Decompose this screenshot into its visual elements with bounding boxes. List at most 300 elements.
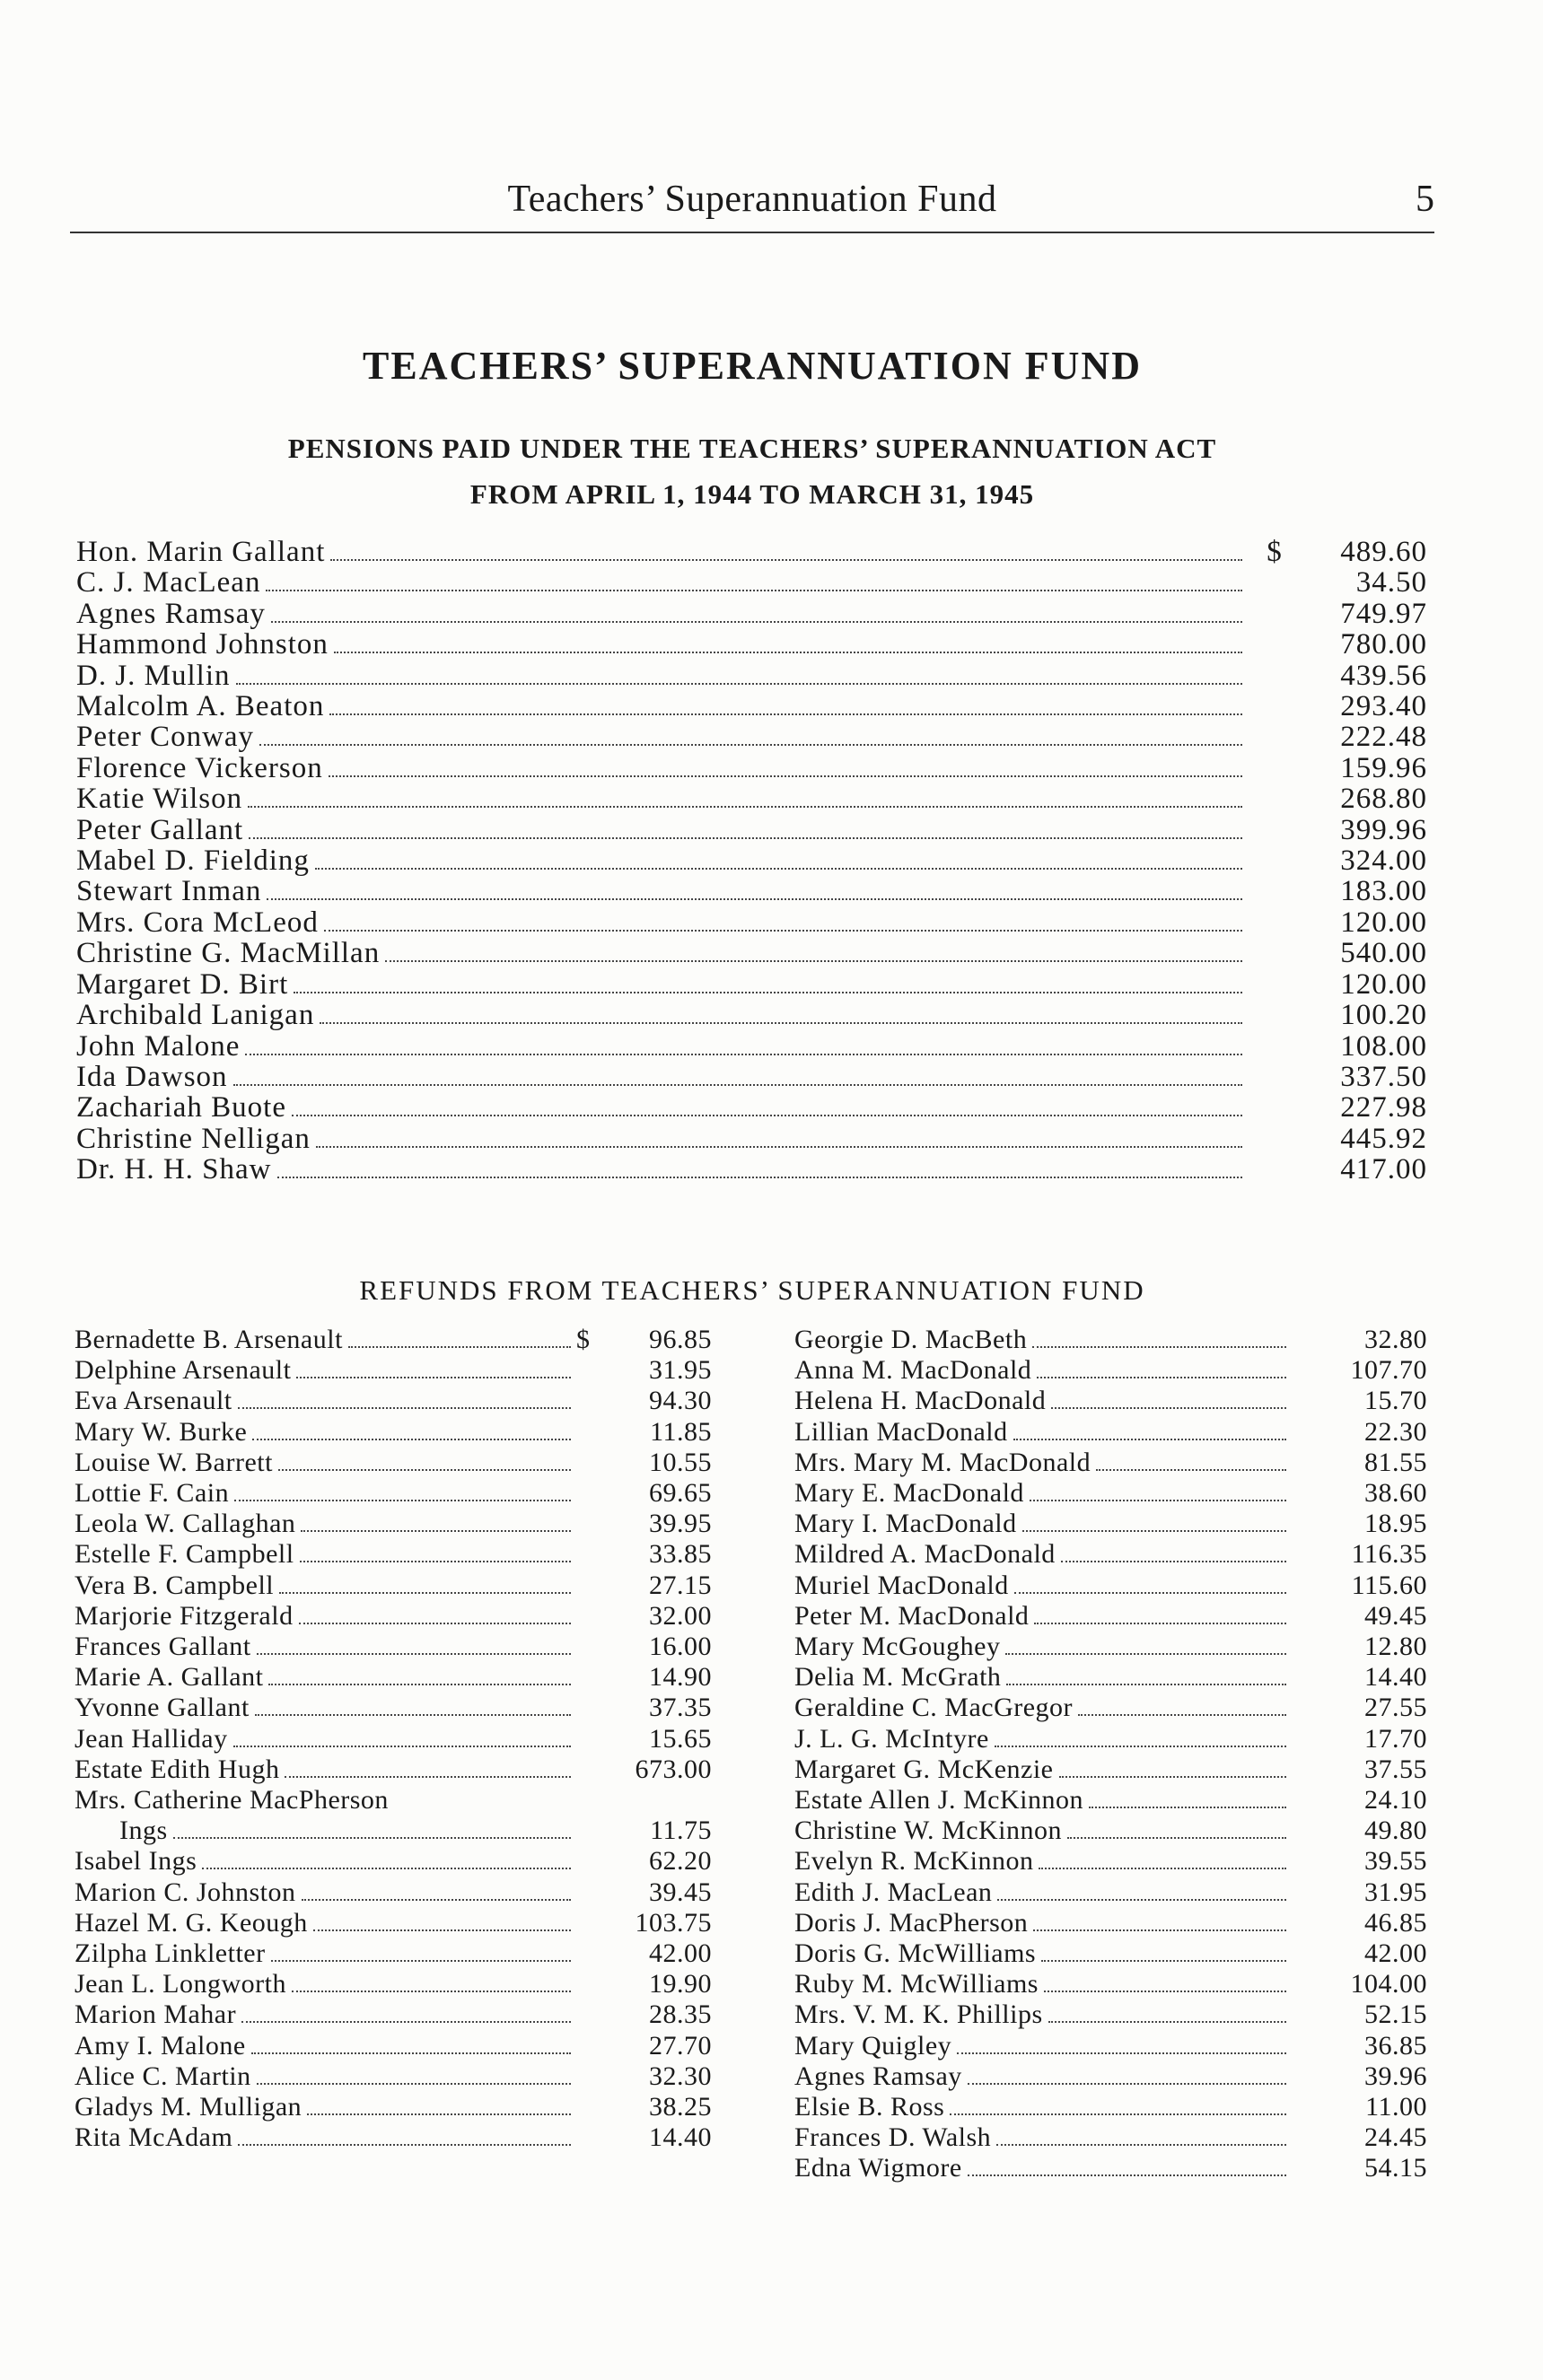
dot-leader bbox=[251, 2044, 571, 2054]
entry-row bbox=[75, 1355, 712, 1386]
entry-amount: 324.00 bbox=[1340, 844, 1427, 878]
entry-name: Dr. H. H. Shaw bbox=[76, 1153, 272, 1186]
entry-name: Peter M. MacDonald bbox=[794, 1600, 1030, 1631]
entry-amount: 22.30 bbox=[1364, 1416, 1427, 1447]
entry-amount: 37.55 bbox=[1364, 1754, 1427, 1784]
entry-name: Mildred A. MacDonald bbox=[794, 1539, 1056, 1570]
page-number: 5 bbox=[1416, 179, 1434, 220]
dot-leader bbox=[271, 1952, 571, 1962]
entry-name: Katie Wilson bbox=[76, 783, 243, 816]
dot-leader bbox=[1059, 1768, 1287, 1778]
entry-name: Edna Wigmore bbox=[794, 2153, 962, 2183]
entry-amount: 120.00 bbox=[1340, 967, 1427, 1001]
dot-leader bbox=[348, 1338, 571, 1348]
entry-name: Frances Gallant bbox=[75, 1632, 251, 1662]
entry-name: Jean L. Longworth bbox=[75, 1969, 286, 1999]
entry-name: Mrs. Mary M. MacDonald bbox=[794, 1447, 1091, 1477]
entry-name: C. J. MacLean bbox=[76, 566, 261, 599]
dot-leader bbox=[302, 1891, 571, 1901]
entry-name: Anna M. MacDonald bbox=[794, 1355, 1032, 1386]
entry-row bbox=[75, 1693, 712, 1723]
entry-amount: 42.00 bbox=[649, 1938, 712, 1969]
entry-name: Louise W. Barrett bbox=[75, 1447, 273, 1477]
dot-leader bbox=[259, 736, 1242, 747]
entry-name: Marion C. Johnston bbox=[75, 1877, 296, 1907]
entry-amount: 11.75 bbox=[650, 1816, 712, 1846]
entry-row bbox=[794, 1325, 1427, 1355]
entry-amount: 16.00 bbox=[649, 1632, 712, 1662]
entry-name: Mrs. V. M. K. Phillips bbox=[794, 1999, 1043, 2030]
dot-leader bbox=[236, 674, 1242, 685]
entry-amount: 116.35 bbox=[1351, 1539, 1427, 1570]
dot-leader bbox=[301, 1522, 571, 1532]
entry-amount: 38.25 bbox=[649, 2092, 712, 2122]
dot-leader bbox=[997, 1891, 1286, 1901]
entry-amount: 24.45 bbox=[1364, 2122, 1427, 2153]
entry-amount: 222.48 bbox=[1340, 721, 1427, 754]
entry-name: Helena H. MacDonald bbox=[794, 1386, 1047, 1416]
entry-name: Mary W. Burke bbox=[75, 1416, 248, 1447]
dot-leader bbox=[996, 2136, 1286, 2146]
dot-leader bbox=[257, 2075, 571, 2085]
entry-name: Edith J. MacLean bbox=[794, 1877, 993, 1907]
entry-row bbox=[75, 1908, 712, 1938]
entry-amount: 100.20 bbox=[1340, 999, 1427, 1032]
entry-row bbox=[794, 1632, 1427, 1662]
entry-row bbox=[76, 1031, 1427, 1062]
entry-name: Marion Mahar bbox=[75, 1999, 237, 2030]
entry-amount: 159.96 bbox=[1340, 751, 1427, 784]
dot-leader bbox=[1048, 2013, 1286, 2023]
entry-row bbox=[75, 1662, 712, 1693]
entry-row bbox=[75, 2061, 712, 2092]
entry-row bbox=[794, 1571, 1427, 1601]
dot-leader bbox=[334, 643, 1242, 653]
entry-name: Agnes Ramsay bbox=[76, 597, 266, 630]
entry-name: Mary Quigley bbox=[794, 2030, 952, 2061]
pensions-period: FROM APRIL 1, 1944 TO MARCH 31, 1945 bbox=[469, 478, 1035, 510]
dot-leader bbox=[1037, 1369, 1286, 1378]
entry-amount: 399.96 bbox=[1340, 813, 1427, 846]
entry-amount: 14.40 bbox=[1364, 1662, 1427, 1693]
entry-row bbox=[794, 1908, 1427, 1938]
entry-amount: 39.45 bbox=[649, 1877, 712, 1907]
entry-name: Amy I. Malone bbox=[75, 2030, 246, 2061]
entry-amount: 107.70 bbox=[1350, 1355, 1427, 1386]
currency-sign: $ bbox=[576, 1325, 591, 1354]
dot-leader bbox=[249, 828, 1242, 839]
dot-leader bbox=[1067, 1829, 1286, 1839]
entry-row bbox=[75, 1632, 712, 1662]
entry-amount: 31.95 bbox=[1364, 1877, 1427, 1907]
entry-name: Hammond Johnston bbox=[76, 628, 329, 661]
entry-amount: 37.35 bbox=[649, 1693, 712, 1723]
entry-row bbox=[794, 1693, 1427, 1723]
entry-name: Muriel MacDonald bbox=[794, 1570, 1009, 1600]
dot-leader bbox=[238, 2136, 571, 2146]
entry-name: Mary I. MacDonald bbox=[794, 1509, 1017, 1539]
dot-leader bbox=[313, 1921, 571, 1931]
entry-amount: 34.50 bbox=[1355, 566, 1427, 599]
entry-amount: 69.65 bbox=[649, 1478, 712, 1509]
entry-name: Archibald Lanigan bbox=[76, 999, 315, 1032]
dot-leader bbox=[267, 890, 1242, 901]
entry-amount: 337.50 bbox=[1340, 1060, 1427, 1093]
entry-amount: 49.45 bbox=[1364, 1600, 1427, 1631]
entry-amount: 489.60 bbox=[1340, 536, 1427, 568]
dot-leader bbox=[329, 766, 1242, 777]
entry-name: Frances D. Walsh bbox=[794, 2122, 992, 2153]
entry-row bbox=[75, 1448, 712, 1478]
entry-amount: 31.95 bbox=[649, 1355, 712, 1386]
entry-name: Christine Nelligan bbox=[76, 1122, 311, 1155]
entry-name: Peter Conway bbox=[76, 721, 255, 754]
entry-name: Lottie F. Cain bbox=[75, 1478, 230, 1509]
entry-name: D. J. Mullin bbox=[76, 659, 231, 692]
entry-amount: 94.30 bbox=[649, 1386, 712, 1416]
entry-row bbox=[794, 2061, 1427, 2092]
entry-amount: 42.00 bbox=[1364, 1938, 1427, 1969]
entry-amount: 108.00 bbox=[1340, 1029, 1427, 1063]
entry-amount: 27.55 bbox=[1364, 1693, 1427, 1723]
entry-row bbox=[76, 969, 1427, 1000]
entry-name: Delphine Arsenault bbox=[75, 1355, 292, 1386]
entry-row bbox=[794, 1877, 1427, 1908]
entry-amount: 445.92 bbox=[1340, 1122, 1427, 1155]
dot-leader bbox=[307, 2105, 571, 2115]
entry-amount: 115.60 bbox=[1351, 1570, 1427, 1600]
entry-amount: 32.30 bbox=[649, 2061, 712, 2091]
dot-leader bbox=[285, 1768, 571, 1778]
entry-amount: 120.00 bbox=[1340, 906, 1427, 939]
entry-name: Estelle F. Campbell bbox=[75, 1539, 294, 1570]
entry-name: Jean Halliday bbox=[75, 1723, 228, 1754]
refunds-left-column bbox=[75, 1325, 712, 2153]
entry-amount: 33.85 bbox=[649, 1539, 712, 1570]
entry-amount: 749.97 bbox=[1340, 597, 1427, 630]
entry-row bbox=[794, 1355, 1427, 1386]
entry-row bbox=[75, 2122, 712, 2153]
dot-leader bbox=[1005, 1645, 1286, 1655]
entry-amount: 32.80 bbox=[1364, 1325, 1427, 1354]
entry-amount: 36.85 bbox=[1364, 2030, 1427, 2061]
entry-amount: 104.00 bbox=[1350, 1969, 1427, 1999]
entry-amount: 81.55 bbox=[1364, 1447, 1427, 1477]
dot-leader bbox=[266, 582, 1242, 592]
entry-row bbox=[794, 1509, 1427, 1539]
dot-leader bbox=[1044, 1982, 1286, 1992]
entry-row bbox=[794, 1724, 1427, 1754]
entry-row bbox=[75, 2092, 712, 2122]
entry-row bbox=[794, 1448, 1427, 1478]
pensions-heading: PENSIONS PAID UNDER THE TEACHERS’ SUPERANNUATION ACT bbox=[287, 433, 1217, 464]
entry-row bbox=[794, 1999, 1427, 2030]
entry-amount: 268.80 bbox=[1340, 783, 1427, 816]
entry-amount: 62.20 bbox=[649, 1846, 712, 1877]
entry-amount: 540.00 bbox=[1340, 937, 1427, 970]
entry-row bbox=[76, 567, 1427, 598]
entry-amount: 19.90 bbox=[649, 1969, 712, 1999]
entry-amount: 39.95 bbox=[649, 1509, 712, 1539]
entry-name: Isabel Ings bbox=[75, 1846, 197, 1877]
entry-amount: 96.85 bbox=[649, 1325, 712, 1354]
entry-name: Georgie D. MacBeth bbox=[794, 1325, 1028, 1354]
entry-amount: 27.15 bbox=[649, 1570, 712, 1600]
entry-row bbox=[794, 1785, 1427, 1816]
entry-name: Doris J. MacPherson bbox=[794, 1907, 1029, 1938]
dot-leader bbox=[1041, 1952, 1286, 1962]
dot-leader bbox=[1061, 1553, 1286, 1562]
entry-row bbox=[75, 1938, 712, 1969]
entry-amount: 17.70 bbox=[1364, 1723, 1427, 1754]
entry-row bbox=[76, 938, 1427, 968]
entry-row bbox=[75, 1816, 712, 1846]
dot-leader bbox=[1033, 1921, 1286, 1931]
dot-leader bbox=[1096, 1461, 1286, 1471]
entry-amount: 10.55 bbox=[649, 1447, 712, 1477]
entry-name: Eva Arsenault bbox=[75, 1386, 232, 1416]
entry-amount: 15.65 bbox=[649, 1723, 712, 1754]
entry-row bbox=[76, 815, 1427, 845]
entry-name: Ida Dawson bbox=[76, 1060, 228, 1093]
dot-leader bbox=[233, 1737, 571, 1747]
entry-row bbox=[794, 2092, 1427, 2122]
entry-amount: 417.00 bbox=[1340, 1153, 1427, 1186]
entry-name: Marjorie Fitzgerald bbox=[75, 1600, 294, 1631]
entry-name: Ings bbox=[119, 1816, 168, 1846]
dot-leader bbox=[968, 2075, 1286, 2085]
entry-amount: 54.15 bbox=[1364, 2153, 1427, 2183]
dot-leader bbox=[292, 1982, 571, 1992]
entry-row bbox=[794, 1478, 1427, 1509]
entry-amount: 103.75 bbox=[635, 1907, 712, 1938]
entry-row bbox=[794, 1601, 1427, 1632]
entry-amount: 439.56 bbox=[1340, 659, 1427, 692]
entry-name: Zachariah Buote bbox=[76, 1091, 286, 1124]
entry-name: Margaret D. Birt bbox=[76, 967, 289, 1001]
entry-row bbox=[76, 537, 1427, 567]
entry-row bbox=[76, 1124, 1427, 1154]
entry-row bbox=[75, 1571, 712, 1601]
entry-row bbox=[75, 1969, 712, 1999]
entry-name: Evelyn R. McKinnon bbox=[794, 1846, 1034, 1877]
dot-leader bbox=[238, 1399, 571, 1409]
entry-row bbox=[794, 1662, 1427, 1693]
entry-amount: 14.90 bbox=[649, 1662, 712, 1693]
entry-name: Elsie B. Ross bbox=[794, 2092, 945, 2122]
entry-row bbox=[76, 1062, 1427, 1092]
dot-leader bbox=[385, 951, 1242, 962]
entry-amount: 39.96 bbox=[1364, 2061, 1427, 2091]
currency-sign: $ bbox=[1267, 536, 1283, 568]
dot-leader bbox=[202, 1859, 571, 1869]
entry-amount: 39.55 bbox=[1364, 1846, 1427, 1877]
entry-name: Mary E. MacDonald bbox=[794, 1478, 1024, 1509]
entry-amount: 28.35 bbox=[649, 1999, 712, 2030]
entry-row bbox=[75, 1539, 712, 1570]
entry-name: Ruby M. McWilliams bbox=[794, 1969, 1039, 1999]
entry-amount: 32.00 bbox=[649, 1600, 712, 1631]
entry-name: Malcolm A. Beaton bbox=[76, 690, 325, 723]
entry-name: Christine W. McKinnon bbox=[794, 1816, 1063, 1846]
dot-leader bbox=[315, 859, 1242, 870]
entry-name: Mabel D. Fielding bbox=[76, 844, 310, 878]
entry-amount: 293.40 bbox=[1340, 690, 1427, 723]
dot-leader bbox=[324, 921, 1242, 932]
entry-amount: 24.10 bbox=[1364, 1785, 1427, 1816]
entry-name: Leola W. Callaghan bbox=[75, 1509, 296, 1539]
dot-leader bbox=[296, 1369, 571, 1378]
running-title: Teachers’ Superannuation Fund bbox=[507, 179, 997, 220]
dot-leader bbox=[233, 1075, 1242, 1086]
entry-amount: 14.40 bbox=[649, 2122, 712, 2153]
dot-leader bbox=[234, 1492, 571, 1501]
entry-amount: 12.80 bbox=[1364, 1632, 1427, 1662]
entry-name: Hon. Marin Gallant bbox=[76, 536, 326, 568]
dot-leader bbox=[1014, 1584, 1286, 1594]
running-header bbox=[70, 176, 1434, 233]
entry-amount: 227.98 bbox=[1340, 1091, 1427, 1124]
dot-leader bbox=[1034, 1614, 1286, 1624]
entry-name: Delia M. McGrath bbox=[794, 1662, 1002, 1693]
dot-leader bbox=[1051, 1399, 1286, 1409]
entry-name: Vera B. Campbell bbox=[75, 1570, 275, 1600]
entry-amount: 27.70 bbox=[649, 2030, 712, 2061]
entry-name: J. L. G. McIntyre bbox=[794, 1723, 989, 1754]
dot-leader bbox=[950, 2105, 1286, 2115]
dot-leader bbox=[320, 1013, 1242, 1024]
dot-leader bbox=[957, 2044, 1286, 2054]
entry-row bbox=[794, 1816, 1427, 1846]
dot-leader bbox=[248, 797, 1242, 808]
entry-name: Bernadette B. Arsenault bbox=[75, 1325, 343, 1354]
entry-row bbox=[76, 1092, 1427, 1123]
entry-row bbox=[75, 1846, 712, 1877]
dot-leader bbox=[1006, 1676, 1286, 1685]
entry-row bbox=[75, 1417, 712, 1448]
entry-name: Alice C. Martin bbox=[75, 2061, 251, 2091]
entry-name: Rita McAdam bbox=[75, 2122, 233, 2153]
entry-row bbox=[76, 691, 1427, 722]
entry-amount: 38.60 bbox=[1364, 1478, 1427, 1509]
entry-name: Agnes Ramsay bbox=[794, 2061, 962, 2091]
entry-amount: 11.00 bbox=[1365, 2092, 1427, 2122]
entry-row bbox=[75, 1601, 712, 1632]
page-title: TEACHERS’ SUPERANNUATION FUND bbox=[363, 344, 1142, 388]
entry-row bbox=[76, 1000, 1427, 1030]
dot-leader bbox=[1078, 1706, 1286, 1716]
entry-amount: 52.15 bbox=[1364, 1999, 1427, 2030]
entry-row bbox=[76, 629, 1427, 660]
dot-leader bbox=[245, 1045, 1242, 1055]
dot-leader bbox=[292, 1106, 1242, 1116]
entry-row bbox=[75, 1509, 712, 1539]
entry-name-line: Mrs. Catherine MacPherson bbox=[75, 1785, 389, 1816]
entry-row bbox=[76, 753, 1427, 783]
entry-name: Peter Gallant bbox=[76, 813, 244, 846]
entry-row bbox=[75, 1478, 712, 1509]
dot-leader bbox=[1089, 1798, 1286, 1808]
entry-row bbox=[75, 2031, 712, 2061]
entry-amount: 49.80 bbox=[1364, 1816, 1427, 1846]
entry-name: Zilpha Linkletter bbox=[75, 1938, 266, 1969]
entry-row bbox=[76, 907, 1427, 938]
dot-leader bbox=[271, 612, 1242, 623]
entry-name: Marie A. Gallant bbox=[75, 1662, 264, 1693]
entry-name: Doris G. McWilliams bbox=[794, 1938, 1037, 1969]
entry-row bbox=[794, 1417, 1427, 1448]
entry-name: Hazel M. G. Keough bbox=[75, 1907, 308, 1938]
entry-row bbox=[76, 845, 1427, 876]
entry-name: Geraldine C. MacGregor bbox=[794, 1693, 1074, 1723]
dot-leader bbox=[252, 1431, 571, 1440]
entry-row bbox=[76, 1154, 1427, 1185]
dot-leader bbox=[299, 1614, 571, 1624]
entry-row bbox=[75, 1877, 712, 1908]
entry-row bbox=[75, 1999, 712, 2030]
entry-row bbox=[76, 876, 1427, 906]
entry-row bbox=[76, 599, 1427, 629]
entry-name: Mary McGoughey bbox=[794, 1632, 1001, 1662]
dot-leader bbox=[968, 2166, 1286, 2176]
dot-leader bbox=[329, 704, 1242, 715]
dot-leader bbox=[279, 1584, 571, 1594]
dot-leader bbox=[294, 983, 1242, 993]
refunds-heading: REFUNDS FROM TEACHERS’ SUPERANNUATION FUND bbox=[359, 1274, 1145, 1306]
dot-leader bbox=[1022, 1522, 1286, 1532]
entry-row bbox=[794, 2153, 1427, 2183]
entry-name: Yvonne Gallant bbox=[75, 1693, 250, 1723]
entry-row bbox=[794, 1754, 1427, 1785]
entry-row bbox=[75, 1754, 712, 1785]
entry-name: Estate Edith Hugh bbox=[75, 1754, 280, 1784]
entry-amount: 780.00 bbox=[1340, 628, 1427, 661]
entry-row bbox=[75, 1724, 712, 1754]
entry-row bbox=[75, 1325, 712, 1355]
entry-row bbox=[794, 1938, 1427, 1969]
dot-leader bbox=[241, 2013, 571, 2023]
dot-leader bbox=[300, 1553, 571, 1562]
dot-leader bbox=[173, 1829, 571, 1839]
dot-leader bbox=[1032, 1338, 1286, 1348]
entry-row bbox=[794, 2031, 1427, 2061]
entry-row bbox=[76, 722, 1427, 752]
entry-name: Mrs. Cora McLeod bbox=[76, 906, 319, 939]
dot-leader bbox=[278, 1461, 571, 1471]
entry-row bbox=[76, 661, 1427, 691]
refunds-right-column bbox=[794, 1325, 1427, 2184]
entry-amount: 183.00 bbox=[1340, 875, 1427, 908]
pensions-list bbox=[76, 537, 1427, 1186]
entry-amount: 15.70 bbox=[1364, 1386, 1427, 1416]
dot-leader bbox=[1030, 1492, 1286, 1501]
dot-leader bbox=[995, 1737, 1286, 1747]
dot-leader bbox=[277, 1168, 1243, 1178]
entry-row bbox=[794, 1386, 1427, 1416]
entry-amount: 673.00 bbox=[635, 1754, 712, 1784]
entry-amount: 18.95 bbox=[1364, 1509, 1427, 1539]
entry-name: Margaret G. McKenzie bbox=[794, 1754, 1054, 1784]
dot-leader bbox=[1039, 1859, 1286, 1869]
entry-name: Christine G. MacMillan bbox=[76, 937, 381, 970]
entry-name: Stewart Inman bbox=[76, 875, 262, 908]
entry-row bbox=[794, 1846, 1427, 1877]
entry-row bbox=[794, 1969, 1427, 1999]
dot-leader bbox=[1013, 1431, 1286, 1440]
entry-name: Estate Allen J. McKinnon bbox=[794, 1785, 1083, 1816]
dot-leader bbox=[268, 1676, 571, 1685]
entry-name: Florence Vickerson bbox=[76, 751, 323, 784]
